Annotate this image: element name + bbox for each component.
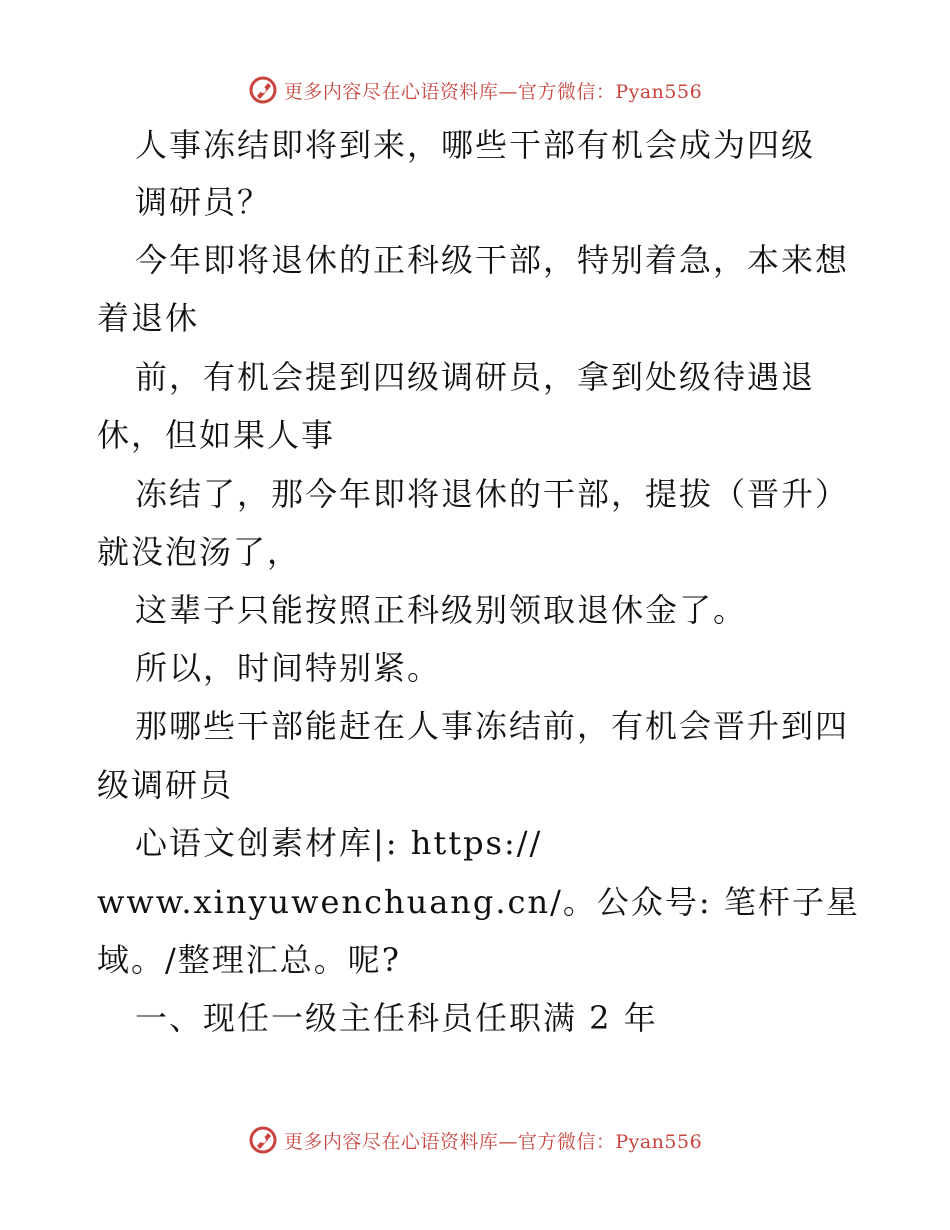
footer-banner-text: 更多内容尽在心语资料库—官方微信：Pyan556 (283, 1130, 703, 1153)
text-line: www.xinyuwenchuang.cn/。公众号: 笔杆子星 (97, 883, 860, 921)
text-line: 就没泡汤了， (97, 533, 302, 571)
text-line: 今年即将退休的正科级干部，特别着急，本来想 (135, 241, 850, 279)
text-line: 那哪些干部能赶在人事冻结前，有机会晋升到四 (135, 707, 850, 745)
text-line: 休，但如果人事 (97, 416, 336, 454)
text-line: 域。/整理汇总。呢? (97, 941, 401, 979)
text-line: 调研员？ (135, 183, 272, 221)
header-banner-text: 更多内容尽在心语资料库—官方微信：Pyan556 (283, 80, 703, 103)
text-line: 冻结了，那今年即将退休的干部，提拔（晋升） (135, 475, 850, 513)
pen-logo-icon (248, 75, 278, 105)
header-banner (0, 70, 950, 110)
text-line: 前，有机会提到四级调研员，拿到处级待遇退 (135, 358, 816, 396)
pen-logo-icon (248, 1125, 278, 1155)
text-line: 级调研员 (97, 766, 234, 804)
text-line: 着退休 (97, 299, 200, 337)
text-line: 人事冻结即将到来，哪些干部有机会成为四级 (135, 126, 816, 164)
text-line: 心语文创素材库|: https:// (135, 824, 543, 862)
text-line: 所以，时间特别紧。 (135, 649, 442, 687)
footer-banner (0, 1120, 950, 1160)
text-line: 一、现任一级主任科员任职满 2 年 (135, 999, 658, 1037)
text-line: 这辈子只能按照正科级别领取退休金了。 (135, 591, 748, 629)
